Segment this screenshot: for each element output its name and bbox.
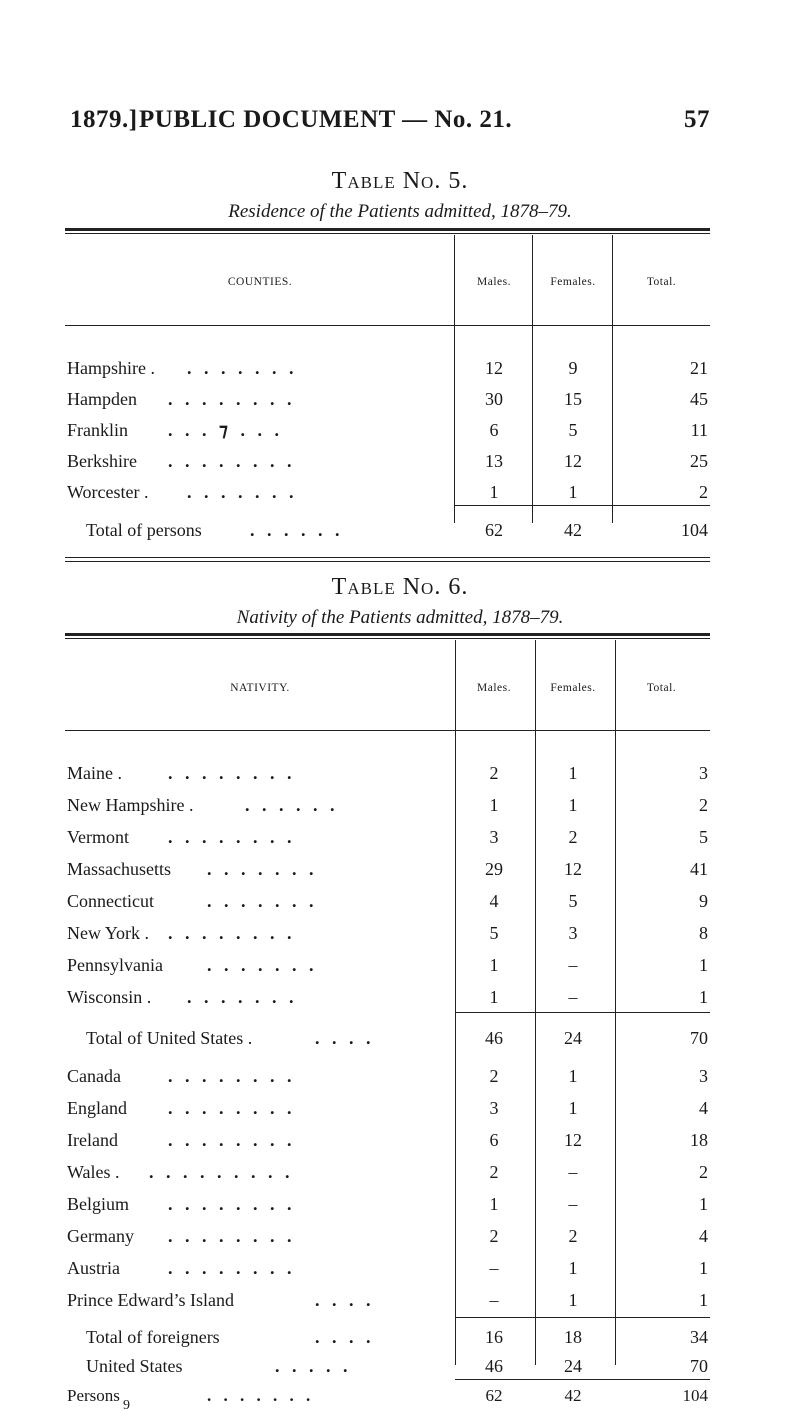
total-value: 104 <box>681 520 708 540</box>
row-label: Berkshire <box>67 451 137 471</box>
females-value: 1 <box>568 1258 578 1278</box>
leader-dots: . . . . . . . <box>207 859 318 879</box>
females-value: 2 <box>568 827 578 847</box>
table-row <box>0 795 800 819</box>
table5-title: Table No. 5. <box>331 168 469 194</box>
total-value: 11 <box>690 420 708 440</box>
leader-dots: . . . . . . <box>250 520 344 540</box>
leader-dots: . . . . . . <box>245 795 339 815</box>
table6-top-rule <box>65 633 710 636</box>
females-value: – <box>568 955 578 975</box>
table5-sum-rule <box>455 505 710 506</box>
row-label: Pennsylvania <box>67 955 163 975</box>
table6-header-nativity: NATIVITY. <box>230 682 290 694</box>
table-row <box>0 482 800 506</box>
leader-dots: . . . . . . . <box>207 955 318 975</box>
males-value: 6 <box>489 420 499 440</box>
leader-dots: . . . . . . . . <box>168 1226 296 1246</box>
males-value: 30 <box>485 389 503 409</box>
females-value: 15 <box>564 389 582 409</box>
table5-header-females: Females. <box>550 276 596 288</box>
leader-dots: . . . . . . . . <box>168 1194 296 1214</box>
table-row <box>0 1098 800 1122</box>
page-number: 57 <box>684 106 710 133</box>
females-value: 1 <box>568 763 578 783</box>
table5-header-counties: COUNTIES. <box>227 276 293 288</box>
females-value: 42 <box>564 520 582 540</box>
signature-mark: 9 <box>123 1398 130 1413</box>
males-value: 1 <box>489 795 499 815</box>
running-head-title: PUBLIC DOCUMENT — No. 21. <box>139 106 513 133</box>
total-value: 5 <box>699 827 708 847</box>
total-value: 3 <box>699 1066 708 1086</box>
total-value: 1 <box>699 987 708 1007</box>
row-label: Total of foreigners <box>86 1327 220 1347</box>
males-value: 62 <box>485 520 503 540</box>
females-value: 1 <box>568 1290 578 1310</box>
leader-dots: . . . . . . . <box>207 891 318 911</box>
leader-dots: . . . . . . . . <box>168 1258 296 1278</box>
row-label: Ireland <box>67 1130 118 1150</box>
table5-bottom-rule <box>65 561 710 562</box>
total-value: 41 <box>690 859 708 879</box>
table5-total-row <box>0 520 800 544</box>
leader-dots: . . . . . . . . . <box>149 1162 294 1182</box>
females-value: 1 <box>568 482 578 502</box>
sum-rule <box>456 1317 710 1318</box>
males-value: – <box>489 1258 499 1278</box>
table-row <box>0 1226 800 1250</box>
leader-dots: . . . . . . . . <box>168 1098 296 1118</box>
table-row <box>0 1162 800 1186</box>
running-head <box>70 106 710 146</box>
total-value: 8 <box>699 923 708 943</box>
row-label: Persons <box>67 1386 120 1405</box>
united-states-row <box>0 1356 800 1380</box>
females-value: 12 <box>564 1130 582 1150</box>
leader-dots: . . . . . . . . <box>168 763 296 783</box>
table5-top-rule-thin <box>65 233 710 234</box>
females-value: 1 <box>568 1066 578 1086</box>
bottom-rule <box>455 1379 710 1380</box>
females-value: 18 <box>564 1327 582 1347</box>
females-value: – <box>568 1162 578 1182</box>
row-label: Wales . <box>67 1162 120 1182</box>
leader-dots: . . . . . <box>275 1356 352 1376</box>
females-value: 5 <box>568 420 578 440</box>
persons-row <box>0 1386 800 1408</box>
total-foreign-row <box>0 1327 800 1351</box>
leader-dots: . . . . . . . . <box>168 923 296 943</box>
leader-dots: . . . . <box>315 1028 375 1048</box>
males-value: 29 <box>485 859 503 879</box>
females-value: 24 <box>564 1356 582 1376</box>
total-value: 2 <box>699 795 708 815</box>
table6-caption: Nativity of the Patients admitted, 1878–79. <box>236 607 564 628</box>
males-value: 46 <box>485 1028 503 1048</box>
males-value: 3 <box>489 1098 499 1118</box>
table5-col-divider <box>454 508 455 522</box>
total-value: 70 <box>690 1356 708 1376</box>
total-value: 104 <box>682 1386 708 1405</box>
total-value: 2 <box>699 482 708 502</box>
table-row <box>0 859 800 883</box>
males-value: 2 <box>489 763 499 783</box>
total-value: 3 <box>699 763 708 783</box>
females-value: – <box>568 1194 578 1214</box>
table6-header-total: Total. <box>646 682 677 694</box>
leader-dots: . . . ⁊ . . . <box>168 420 283 440</box>
row-label: Hampshire . <box>67 358 155 378</box>
males-value: 1 <box>489 482 499 502</box>
row-label: Total of United States . <box>86 1028 253 1048</box>
table5-header-males: Males. <box>477 276 511 288</box>
total-value: 1 <box>699 1290 708 1310</box>
table5-top-rule <box>65 228 710 231</box>
total-value: 2 <box>699 1162 708 1182</box>
table-row <box>0 987 800 1011</box>
males-value: 3 <box>489 827 499 847</box>
table-row <box>0 1194 800 1218</box>
table5-header-rule <box>65 325 710 326</box>
males-value: 2 <box>489 1066 499 1086</box>
table-row <box>0 891 800 915</box>
row-label: Vermont <box>67 827 129 847</box>
table5-col-divider <box>612 508 613 522</box>
row-label: New Hampshire . <box>67 795 194 815</box>
running-head-year: 1879.] <box>70 106 138 133</box>
table-row <box>0 358 800 382</box>
females-value: 9 <box>568 358 578 378</box>
males-value: 13 <box>485 451 503 471</box>
total-value: 70 <box>690 1028 708 1048</box>
leader-dots: . . . . . . . <box>187 482 298 502</box>
leader-dots: . . . . <box>315 1327 375 1347</box>
row-label: New York . <box>67 923 150 943</box>
leader-dots: . . . . . . . . <box>168 451 296 471</box>
table-row <box>0 451 800 475</box>
table-row <box>0 420 800 444</box>
males-value: 16 <box>485 1327 503 1347</box>
males-value: 2 <box>489 1226 499 1246</box>
females-value: 12 <box>564 859 582 879</box>
table6-header-males: Males. <box>477 682 511 694</box>
leader-dots: . . . . . . . . <box>168 389 296 409</box>
leader-dots: . . . . . . . . <box>168 1066 296 1086</box>
row-label: Germany <box>67 1226 134 1246</box>
total-value: 34 <box>690 1327 708 1347</box>
males-value: 6 <box>489 1130 499 1150</box>
females-value: 12 <box>564 451 582 471</box>
row-label: Canada <box>67 1066 121 1086</box>
table5-bottom-rule <box>65 557 710 558</box>
total-us-row <box>0 1028 800 1052</box>
total-value: 4 <box>699 1226 708 1246</box>
females-value: – <box>568 987 578 1007</box>
table6-title: Table No. 6. <box>331 574 469 600</box>
total-value: 4 <box>699 1098 708 1118</box>
total-value: 1 <box>699 1258 708 1278</box>
row-label: Austria <box>67 1258 120 1278</box>
table-row <box>0 1290 800 1314</box>
table-row <box>0 1066 800 1090</box>
males-value: 1 <box>489 1194 499 1214</box>
row-label: United States <box>86 1356 183 1376</box>
males-value: 62 <box>485 1386 503 1405</box>
row-label: Massachusetts <box>67 859 171 879</box>
females-value: 3 <box>568 923 578 943</box>
table6-top-rule-thin <box>65 638 710 639</box>
row-label: Wisconsin . <box>67 987 152 1007</box>
row-label: Connecticut <box>67 891 154 911</box>
table6-header-rule <box>65 730 710 731</box>
total-value: 25 <box>690 451 708 471</box>
total-value: 1 <box>699 955 708 975</box>
table-row <box>0 389 800 413</box>
total-value: 18 <box>690 1130 708 1150</box>
table6-header-females: Females. <box>550 682 596 694</box>
table5-header-total: Total. <box>646 276 677 288</box>
table-row <box>0 1130 800 1154</box>
males-value: 46 <box>485 1356 503 1376</box>
males-value: 5 <box>489 923 499 943</box>
leader-dots: . . . . . . . <box>187 987 298 1007</box>
row-label: Maine . <box>67 763 122 783</box>
row-label: Worcester . <box>67 482 149 502</box>
males-value: 1 <box>489 955 499 975</box>
leader-dots: . . . . . . . . <box>168 827 296 847</box>
row-label: Prince Edward’s Island <box>67 1290 234 1310</box>
leader-dots: . . . . . . . <box>207 1386 315 1405</box>
males-value: 2 <box>489 1162 499 1182</box>
males-value: – <box>489 1290 499 1310</box>
total-value: 21 <box>690 358 708 378</box>
total-value: 1 <box>699 1194 708 1214</box>
row-label: Franklin <box>67 420 128 440</box>
table5-col-divider <box>532 508 533 522</box>
females-value: 1 <box>568 1098 578 1118</box>
sum-rule <box>456 1012 710 1013</box>
total-value: 45 <box>690 389 708 409</box>
males-value: 12 <box>485 358 503 378</box>
table-row <box>0 827 800 851</box>
females-value: 42 <box>564 1386 582 1405</box>
males-value: 4 <box>489 891 499 911</box>
females-value: 24 <box>564 1028 582 1048</box>
table-row <box>0 1258 800 1282</box>
row-label: Total of persons <box>86 520 202 540</box>
females-value: 2 <box>568 1226 578 1246</box>
males-value: 1 <box>489 987 499 1007</box>
leader-dots: . . . . . . . . <box>168 1130 296 1150</box>
table-row <box>0 763 800 787</box>
row-label: Belgium <box>67 1194 129 1214</box>
table5-caption: Residence of the Patients admitted, 1878–79. <box>228 201 572 222</box>
table-row <box>0 923 800 947</box>
table-row <box>0 955 800 979</box>
row-label: England <box>67 1098 127 1118</box>
leader-dots: . . . . . . . <box>187 358 298 378</box>
females-value: 1 <box>568 795 578 815</box>
leader-dots: . . . . <box>315 1290 375 1310</box>
females-value: 5 <box>568 891 578 911</box>
row-label: Hampden <box>67 389 137 409</box>
total-value: 9 <box>699 891 708 911</box>
